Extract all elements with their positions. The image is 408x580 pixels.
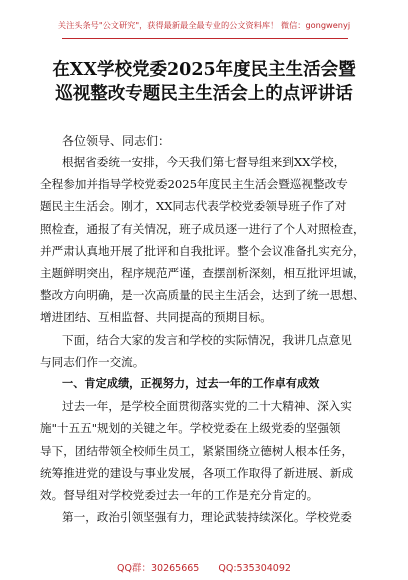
body-line: 与同志们作一交流。 <box>40 354 145 369</box>
body-line: 施"十五五"规划的关键之年。学校党委在上级党委的坚强领 <box>40 421 341 436</box>
header-divider <box>62 38 348 39</box>
body-line: 导下，团结带领全校师生员工，紧紧围绕立德树人根本任务， <box>40 443 354 458</box>
body-line: 题民主生活会。刚才，XX同志代表学校党委领导班子作了对 <box>40 199 347 214</box>
body-line: 第一，政治引领坚强有力，理论武装持续深化。学校党委 <box>62 510 352 525</box>
document-title <box>40 58 368 106</box>
footer-contact <box>0 560 408 574</box>
footer-qq: QQ:535304092 <box>218 563 291 574</box>
body-line: 统筹推进党的建设与事业发展，各项工作取得了新进展、新成 <box>40 465 354 480</box>
body-line: 照检查，通报了有关情况，班子成员逐一进行了个人对照检查， <box>40 221 365 236</box>
body-line: 增进团结、互相监督、共同提高的预期目标。 <box>40 310 272 325</box>
title-line-1: 在XX学校党委2025年度民主生活会暨 <box>52 60 356 80</box>
section-heading: 一、肯定成绩，正视努力，过去一年的工作卓有成效 <box>62 377 320 390</box>
body-line: 并严肃认真地开展了批评和自我批评。整个会议准备扎实充分， <box>40 243 365 258</box>
body-line: 主题鲜明突出，程序规范严谨，查摆剖析深刻，相互批评坦诚， <box>40 266 365 280</box>
body-line: 全程参加并指导学校党委2025年度民主生活会暨巡视整改专 <box>40 177 348 192</box>
footer-qq-group: QQ群：30265665 <box>117 563 200 574</box>
body-line: 效。督导组对学校党委过去一年的工作是充分肯定的。 <box>40 488 319 502</box>
header-note: 关注头条号"公文研究"，获得最新最全最专业的公文资料库！ 微信：gongwenyj <box>57 20 351 30</box>
body-line: 整改方向明确，是一次高质量的民主生活会，达到了统一思想、 <box>40 288 365 303</box>
salutation: 各位领导、同志们： <box>62 134 171 148</box>
body-line: 根据省委统一安排，今天我们第七督导组来到XX学校， <box>62 155 346 169</box>
body-line: 下面，结合大家的发言和学校的实际情况，我讲几点意见 <box>62 332 352 347</box>
title-line-2: 巡视整改专题民主生活会上的点评讲话 <box>55 84 353 104</box>
body-line: 过去一年，是学校全面贯彻落实党的二十大精神、深入实 <box>62 399 352 414</box>
